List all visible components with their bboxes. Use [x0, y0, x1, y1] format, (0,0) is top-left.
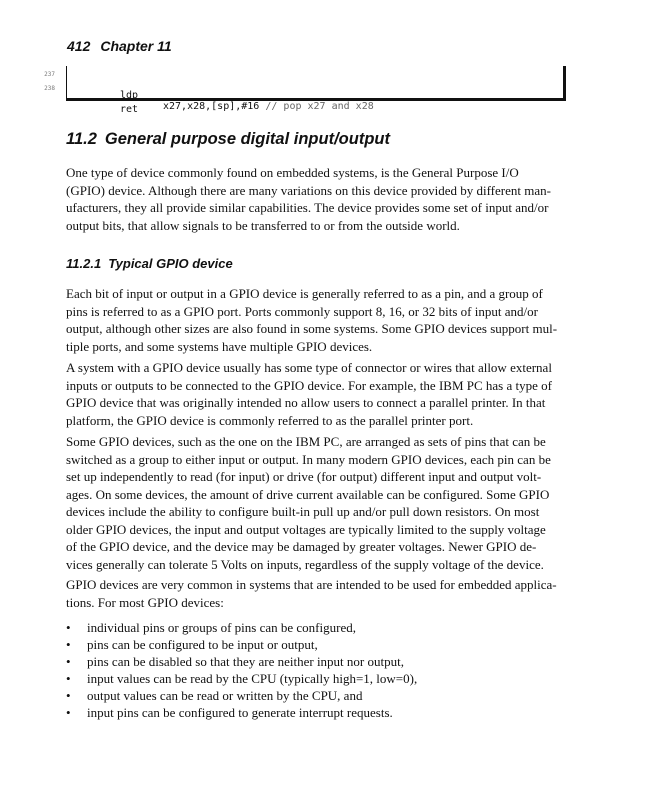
- text-line: devices include the ability to configure built-in pull up and/or pull down resistors. On most: [66, 504, 540, 519]
- text-line: tions. For most GPIO devices:: [66, 594, 224, 610]
- paragraph-2: [66, 359, 562, 429]
- text-line: ages. On some devices, the amount of drive current available can be configured. Some GPIO: [66, 486, 550, 502]
- list-item-text: individual pins or groups of pins can be configured,: [87, 620, 356, 635]
- text-line: A system with a GPIO device usually has some type of connector or wires that allow external: [66, 360, 552, 375]
- code-comment: // pop x27 and x28: [265, 101, 374, 112]
- code-operands: x27,x28,[sp],#16: [163, 101, 260, 112]
- code-instruction: ret: [120, 104, 139, 115]
- text-line: GPIO devices are very common in systems that are intended to be used for embedded applica-: [66, 577, 557, 592]
- bullet-icon: •: [66, 620, 71, 635]
- bullet-icon: •: [66, 654, 71, 670]
- bullet-icon: •: [66, 705, 71, 721]
- paragraph-4: [66, 576, 562, 611]
- section-heading: [66, 130, 390, 149]
- text-line: ufacturers, they all provide similar capabilities. The device provides some set of input and/or: [66, 200, 549, 215]
- paragraph-1: [66, 285, 562, 355]
- subsection-title: Typical GPIO device: [108, 256, 233, 271]
- text-line: Each bit of input or output in a GPIO device is generally referred to as a pin, and a group of: [66, 286, 543, 301]
- subsection-heading: [66, 256, 233, 271]
- list-item-text: input pins can be configured to generate interrupt requests.: [87, 705, 393, 721]
- page-number: 412: [67, 38, 91, 54]
- section-number: 11.2: [66, 130, 97, 148]
- text-line: GPIO device that was originally intended no allow users to connect a parallel printer. In that: [66, 395, 546, 410]
- list-item: [66, 704, 417, 721]
- text-line: vices generally can tolerate 5 Volts on inputs, regardless of the supply voltage of the device.: [66, 556, 544, 572]
- bullet-icon: •: [66, 688, 71, 704]
- bullet-icon: •: [66, 637, 71, 653]
- list-item: [66, 619, 417, 636]
- text-line: output bits, that allow signals to be transferred to or from the outside world.: [66, 217, 460, 233]
- list-item-text: input values can be read by the CPU (typically high=1, low=0),: [87, 671, 418, 687]
- list-item-text: pins can be disabled so that they are neither input nor output,: [87, 654, 404, 670]
- list-item: [66, 653, 417, 670]
- list-item-text: output values can be read or written by the CPU, and: [87, 688, 363, 704]
- section-title: General purpose digital input/output: [104, 130, 390, 148]
- code-arguments: [163, 101, 374, 112]
- code-instruction: ldp: [120, 90, 139, 101]
- text-line: inputs or outputs to be connected to the GPIO device. For example, the IBM PC has a type of: [66, 377, 552, 393]
- list-item-text: pins can be configured to be input or output,: [87, 637, 318, 653]
- text-line: platform, the GPIO device is commonly referred to as the parallel printer port.: [66, 412, 474, 428]
- text-line: set up independently to read (for input) or drive (for output) different input and output volt-: [66, 469, 542, 484]
- text-line: output, although other sizes are also found in some systems. Some GPIO devices support mul-: [66, 321, 558, 336]
- text-line: switched as a group to either input or output. In many modern GPIO devices, each pin can be: [66, 451, 551, 467]
- text-line: of the GPIO device, and the device may be damaged by greater voltages. Newer GPIO de-: [66, 539, 537, 554]
- code-listing: [44, 66, 566, 115]
- list-item: [66, 636, 417, 653]
- bullet-icon: •: [66, 671, 71, 687]
- text-line: tiple ports, and some systems have multiple GPIO devices.: [66, 338, 373, 354]
- bullet-list: [66, 619, 417, 722]
- text-line: Some GPIO devices, such as the one on the IBM PC, are arranged as sets of pins that can be: [66, 434, 546, 449]
- chapter-label: Chapter 11: [100, 38, 172, 54]
- text-line: One type of device commonly found on embedded systems, is the General Purpose I/O: [66, 165, 519, 180]
- text-line: older GPIO devices, the input and output voltages are typically limited to the supply voltage: [66, 521, 546, 537]
- intro-paragraph: [66, 164, 562, 234]
- line-number: 238: [44, 85, 55, 92]
- text-line: pins is referred to as a GPIO port. Ports commonly support 8, 16, or 32 bits of input and/or: [66, 303, 538, 319]
- text-line: (GPIO) device. Although there are many variations on this device provided by different man-: [66, 182, 551, 198]
- list-item: [66, 687, 417, 704]
- line-number: 237: [44, 71, 55, 78]
- subsection-number: 11.2.1: [66, 256, 102, 271]
- paragraph-3: [66, 433, 562, 573]
- list-item: [66, 670, 417, 687]
- running-header: [67, 38, 172, 54]
